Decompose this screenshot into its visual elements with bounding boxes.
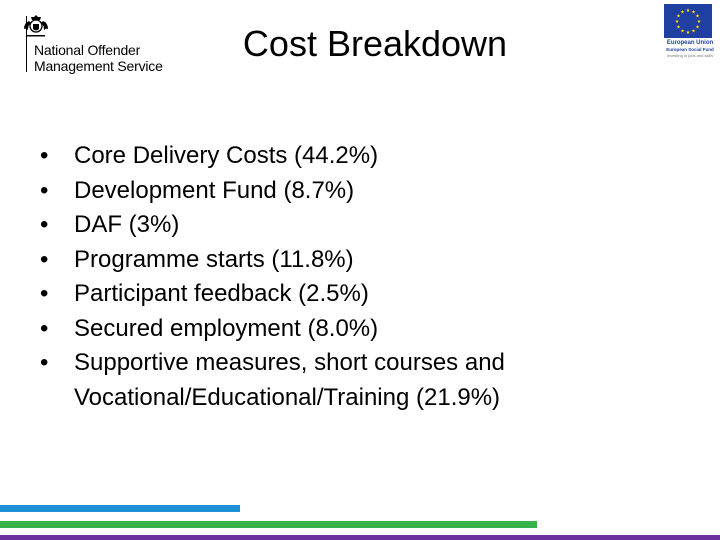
- footer-bar-purple: [0, 535, 720, 540]
- bullet-marker: •: [40, 142, 49, 169]
- list-item-text: Secured employment (8.0%): [74, 314, 379, 342]
- bullet-marker: •: [40, 349, 49, 376]
- bullet-marker: •: [40, 314, 49, 342]
- eu-star-icon: ★: [696, 18, 702, 25]
- bullet-marker: •: [40, 280, 49, 307]
- list-item: [40, 174, 680, 209]
- bullet-marker: •: [40, 245, 49, 273]
- eu-star-icon: ★: [685, 7, 691, 14]
- bullet-marker: •: [40, 211, 49, 238]
- list-item: [40, 208, 680, 243]
- eu-star-icon: ★: [685, 29, 691, 36]
- logo-divider: [26, 16, 27, 72]
- cost-breakdown-list: [40, 139, 680, 415]
- eu-star-icon: ★: [695, 13, 700, 20]
- list-item-text: Core Delivery Costs (44.2%): [74, 142, 379, 169]
- list-item-text: Participant feedback (2.5%): [74, 280, 369, 307]
- list-item: [40, 139, 680, 174]
- eu-logo-text: [660, 40, 720, 59]
- eu-star-icon: ★: [676, 24, 681, 31]
- noms-wordmark: [34, 42, 163, 74]
- list-item-text: Programme starts (11.8%): [74, 245, 354, 273]
- eu-logo-line2: European Social Fund: [666, 47, 714, 52]
- list-item: [40, 346, 680, 415]
- eu-flag-icon: [664, 4, 712, 38]
- list-item: [40, 277, 680, 312]
- list-item-text: Supportive measures, short courses and Vocational/Educational/Training (21.9%): [74, 349, 505, 411]
- bullet-marker: •: [40, 176, 49, 204]
- eu-star-icon: ★: [680, 9, 685, 16]
- list-item: [40, 312, 680, 347]
- footer-bar-green: [0, 521, 537, 528]
- eu-logo-line3: Investing in jobs and skills: [666, 53, 714, 58]
- footer-bar-blue: [0, 505, 240, 512]
- eu-star-icon: ★: [691, 9, 696, 16]
- eu-star-icon: ★: [695, 24, 700, 31]
- eu-logo: [660, 4, 716, 66]
- noms-wordmark-line1: National Offender: [34, 42, 141, 58]
- slide-title: Cost Breakdown: [242, 23, 508, 64]
- noms-logo: [6, 12, 176, 74]
- eu-star-icon: ★: [691, 28, 696, 35]
- royal-crest-icon: [20, 12, 52, 40]
- eu-star-icon: ★: [676, 13, 681, 20]
- list-item-text: DAF (3%): [74, 211, 180, 238]
- eu-star-icon: ★: [680, 28, 685, 35]
- list-item-text: Development Fund (8.7%): [74, 176, 355, 204]
- noms-wordmark-line2: Management Service: [34, 58, 163, 74]
- list-item: [40, 243, 680, 278]
- eu-star-icon: ★: [674, 18, 680, 25]
- eu-logo-line1: European Union: [666, 40, 714, 46]
